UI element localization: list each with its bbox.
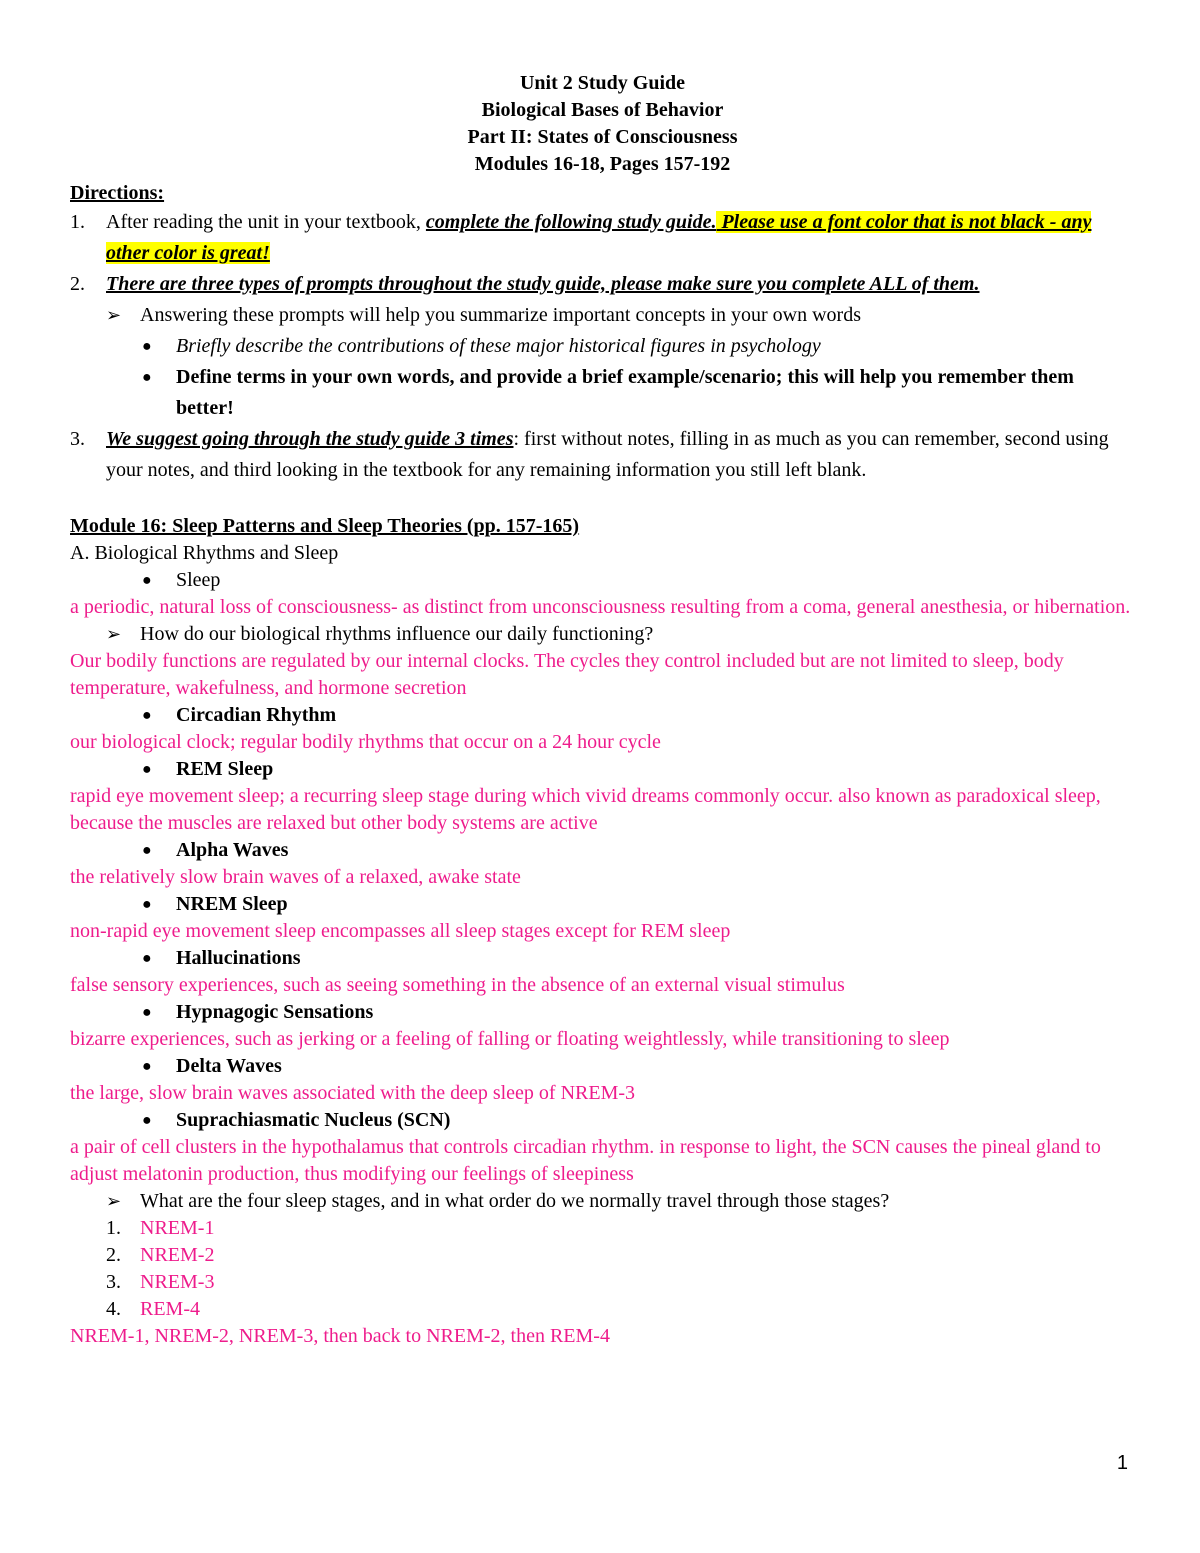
direction-item-1 [70,207,1135,269]
arrow-bullet-icon: ➢ [106,1191,122,1211]
round-bullet-icon: ● [142,369,152,386]
direction-number-1: 1. [70,211,85,233]
term-label: Suprachiasmatic Nucleus (SCN) [176,1109,451,1131]
direction-bullet-2 [70,362,1135,424]
title-line-3: Part II: States of Consciousness [467,126,738,148]
question-text: How do our biological rhythms influence our daily functioning? [140,623,654,645]
term-label: Alpha Waves [176,839,289,861]
stage-item [70,1242,1135,1269]
stage-text: NREM-3 [140,1271,215,1293]
answer-text: a pair of cell clusters in the hypothalamus that controls circadian rhythm. in response to light, the SCN causes the pineal gland to adjust melatonin production, thus modifying our feelings of sleepiness [70,1136,1101,1185]
answer-text: the relatively slow brain waves of a relaxed, awake state [70,866,521,888]
spacer [70,486,1135,513]
direction-item-2 [70,269,1135,300]
arrow-bullet-icon: ➢ [106,305,122,325]
direction-bullet-1 [70,331,1135,362]
section-a-heading: A. Biological Rhythms and Sleep [70,542,339,564]
direction-1-lead: After reading the unit in your textbook, [106,211,426,233]
term-item [70,702,1135,729]
stage-number: 4. [106,1298,121,1320]
answer-text: false sensory experiences, such as seeing something in the absence of an external visual stimulus [70,974,845,996]
direction-2-text: There are three types of prompts throughout the study guide, please make sure you complete ALL of them. [106,273,980,295]
arrow-item-text: Answering these prompts will help you summarize important concepts in your own words [140,304,861,326]
title-line-4: Modules 16-18, Pages 157-192 [474,153,731,175]
term-label: Circadian Rhythm [176,704,337,726]
answer-text: NREM-1, NREM-2, NREM-3, then back to NREM-2, then REM-4 [70,1325,610,1347]
term-label: Hallucinations [176,947,301,969]
answer-text: a periodic, natural loss of consciousness- as distinct from unconsciousness resulting from a coma, general anesthesia, or hibernation. [70,596,1131,618]
direction-3-bold: We suggest going through the study guide 3 times [106,428,514,450]
title-line-1: Unit 2 Study Guide [519,72,686,94]
direction-item-3 [70,424,1135,486]
module-16-heading: Module 16: Sleep Patterns and Sleep Theories (pp. 157-165) [70,515,580,537]
bullet-1-text: Briefly describe the contributions of these major historical figures in psychology [176,335,821,357]
term-label: Sleep [176,569,221,591]
term-label: NREM Sleep [176,893,288,915]
answer-text: bizarre experiences, such as jerking or a feeling of falling or floating weightlessly, while transitioning to sleep [70,1028,950,1050]
stage-text: NREM-1 [140,1217,215,1239]
question-1 [70,621,1135,648]
stage-text: REM-4 [140,1298,200,1320]
round-bullet-icon: ● [142,761,152,778]
direction-number-3: 3. [70,428,85,450]
direction-1-highlight: Please use a font color that is not black - any other color is great! [106,211,1092,264]
stage-number: 3. [106,1271,121,1293]
bullet-2-text: Define terms in your own words, and provide a brief example/scenario; this will help you remember them better! [176,366,1074,419]
term-item [70,756,1135,783]
question-2 [70,1188,1135,1215]
round-bullet-icon: ● [142,950,152,967]
document-page [70,70,1135,1350]
answer-text: rapid eye movement sleep; a recurring sleep stage during which vivid dreams commonly occur. also known as paradoxical sleep, because the muscles are relaxed but other body systems are active [70,785,1101,834]
term-label: Hypnagogic Sensations [176,1001,374,1023]
round-bullet-icon: ● [142,338,152,355]
term-label: REM Sleep [176,758,274,780]
answer-text: our biological clock; regular bodily rhythms that occur on a 24 hour cycle [70,731,661,753]
stage-item [70,1296,1135,1323]
page-number: 1 [1116,1452,1128,1474]
answer-text: Our bodily functions are regulated by our internal clocks. The cycles they control included but are not limited to sleep, body temperature, wakefulness, and hormone secretion [70,650,1064,699]
direction-1-bold: complete the following study guide. [425,211,717,233]
term-item [70,945,1135,972]
direction-3-rest: : first without notes, filling in as much as you can remember, second using your notes, and third looking in the textbook for any remaining information you still left blank. [106,428,1109,481]
stage-text: NREM-2 [140,1244,215,1266]
question-text: What are the four sleep stages, and in what order do we normally travel through those stages? [140,1190,890,1212]
stage-item [70,1215,1135,1242]
round-bullet-icon: ● [142,842,152,859]
term-item [70,1053,1135,1080]
directions-heading: Directions: [70,182,165,204]
term-item [70,1107,1135,1134]
term-item [70,837,1135,864]
round-bullet-icon: ● [142,1058,152,1075]
stage-number: 2. [106,1244,121,1266]
title-block [70,70,1135,178]
direction-arrow-item [70,300,1135,331]
term-sleep [70,567,1135,594]
title-line-2: Biological Bases of Behavior [481,99,724,121]
answer-text: the large, slow brain waves associated with the deep sleep of NREM-3 [70,1082,636,1104]
arrow-bullet-icon: ➢ [106,624,122,644]
round-bullet-icon: ● [142,1004,152,1021]
stage-number: 1. [106,1217,121,1239]
stage-item [70,1269,1135,1296]
direction-number-2: 2. [70,273,85,295]
term-label: Delta Waves [176,1055,282,1077]
term-item [70,999,1135,1026]
round-bullet-icon: ● [142,1112,152,1129]
answer-text: non-rapid eye movement sleep encompasses all sleep stages except for REM sleep [70,920,731,942]
round-bullet-icon: ● [142,896,152,913]
term-item [70,891,1135,918]
round-bullet-icon: ● [142,707,152,724]
round-bullet-icon: ● [142,572,152,589]
